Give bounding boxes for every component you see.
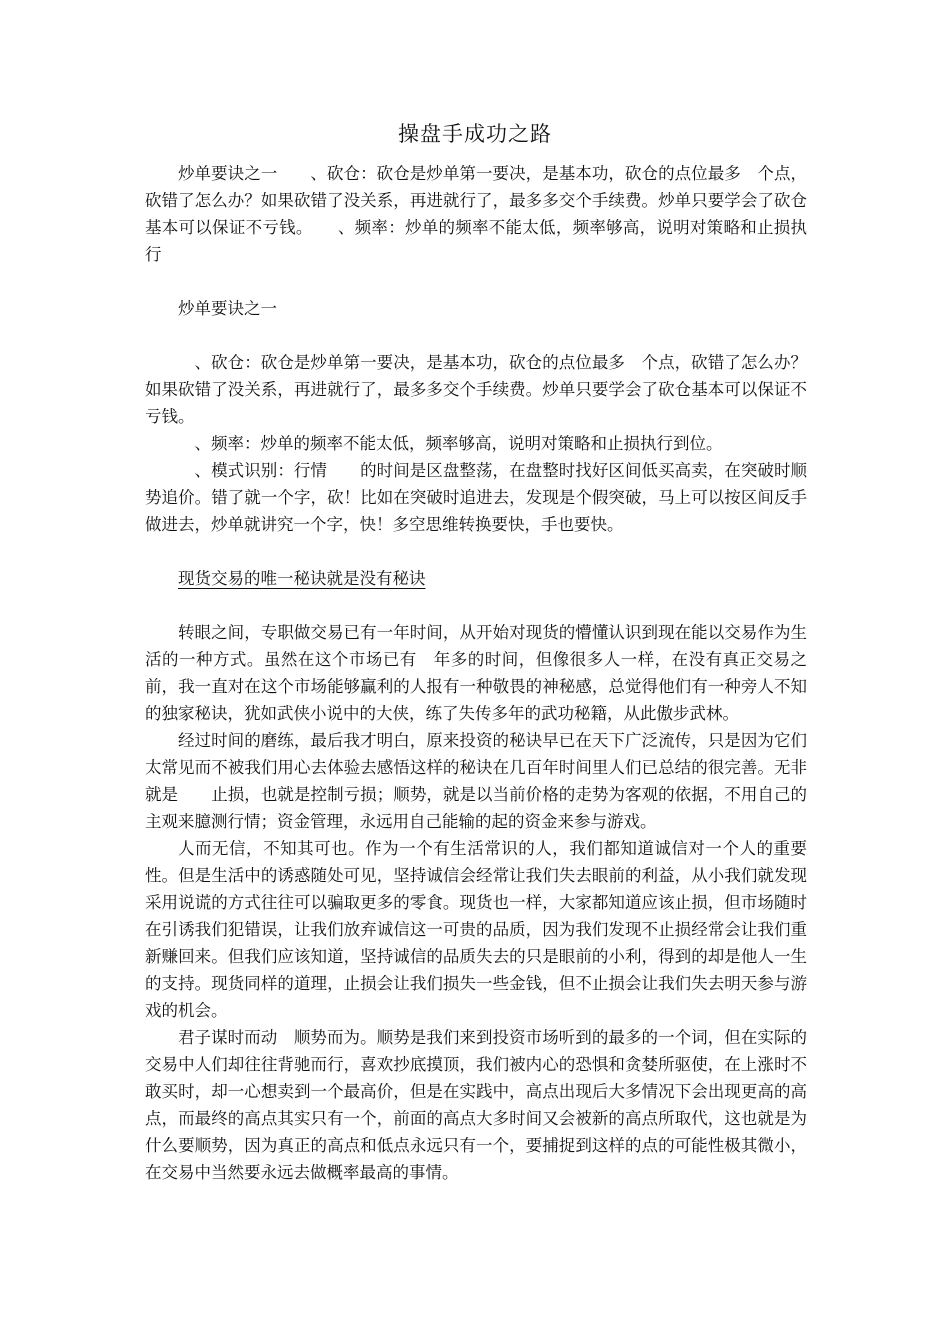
intro-paragraph: 炒单要诀之一 、砍仓：砍仓是炒单第一要决，是基本功，砍仓的点位最多 个点，砍错了怎么办？如果砍错了没关系，再进就行了，最多多交个手续费。炒单只要学会了砍仓基本可以保证不亏钱。 、频率：炒单的频率不能太低，频率够高，说明对策略和止损执行	[145, 164, 807, 264]
paragraph: 、频率：炒单的频率不能太低，频率够高，说明对策略和止损执行到位。	[178, 434, 723, 453]
spacer	[145, 592, 807, 619]
section-heading-2-text: 现货交易的唯一秘诀就是没有秘诀	[178, 569, 426, 588]
spacer	[145, 538, 807, 565]
paragraph: 人而无信，不知其可也。作为一个有生活常识的人，我们都知道诚信对一个人的重要性。但是生活中的诱惑随处可见，坚持诚信会经常让我们失去眼前的利益，从小我们就发现采用说谎的方式往往可以骗取更多的零食。现货也一样，大家都知道应该止损，但市场随时在引诱我们犯错误，让我们放弃诚信这一可贵的品质，因为我们发现不止损经常会让我们重新赚回来。但我们应该知道，坚持诚信的品质失去的只是眼前的小利，得到的却是他人一生的支持。现货同样的道理，止损会让我们损失一些金钱，但不止损会让我们失去明天参与游戏的机会。	[145, 839, 807, 1020]
spacer	[145, 322, 807, 349]
page-title: 操盘手成功之路	[398, 122, 552, 146]
paragraph: 、砍仓：砍仓是炒单第一要决，是基本功，砍仓的点位最多 个点，砍错了怎么办？如果砍错了没关系，再进就行了，最多多交个手续费。炒单只要学会了砍仓基本可以保证不亏钱。	[145, 353, 807, 426]
section-heading-2	[145, 565, 807, 592]
spacer	[145, 268, 807, 295]
paragraph: 君子谋时而动 顺势而为。顺势是我们来到投资市场听到的最多的一个词，但在实际的交易中人们却往往背驰而行，喜欢抄底摸顶，我们被内心的恐惧和贪婪所驱使，在上涨时不敢买时，却一心想卖到一个最高价，但是在实践中，高点出现后大多情况下会出现更高的高点，而最终的高点其实只有一个，前面的高点大多时间又会被新的高点所取代，这也就是为什么要顺势，因为真正的高点和低点永远只有一个，要捕捉到这样的点的可能性极其微小，在交易中当然要永远去做概率最高的事情。	[145, 1028, 807, 1182]
paragraph: 经过时间的磨练，最后我才明白，原来投资的秘诀早已在天下广泛流传，只是因为它们太常见而不被我们用心去体验去感悟这样的秘诀在几百年时间里人们已总结的很完善。无非就是 止损，也就是控制亏损；顺势，就是以当前价格的走势为客观的依据，不用自己的主观来臆测行情；资金管理，永远用自己能输的起的资金来参与游戏。	[145, 731, 807, 831]
paragraph: 、模式识别：行情 的时间是区盘整荡，在盘整时找好区间低买高卖，在突破时顺势追价。错了就一个字，砍！比如在突破时追进去，发现是个假突破，马上可以按区间反手做进去，炒单就讲究一个字，快！多空思维转换要快，手也要快。	[145, 461, 807, 534]
section-heading-1: 炒单要诀之一	[178, 299, 277, 318]
paragraph: 转眼之间，专职做交易已有一年时间，从开始对现货的懵懂认识到现在能以交易作为生活的一种方式。虽然在这个市场已有 年多的时间，但像很多人一样，在没有真正交易之前，我一直对在这个市场能够赢利的人报有一种敬畏的神秘感，总觉得他们有一种旁人不知的独家秘诀，犹如武侠小说中的大侠，练了失传多年的武功秘籍，从此傲步武林。	[145, 623, 807, 723]
document-body	[145, 160, 807, 1186]
